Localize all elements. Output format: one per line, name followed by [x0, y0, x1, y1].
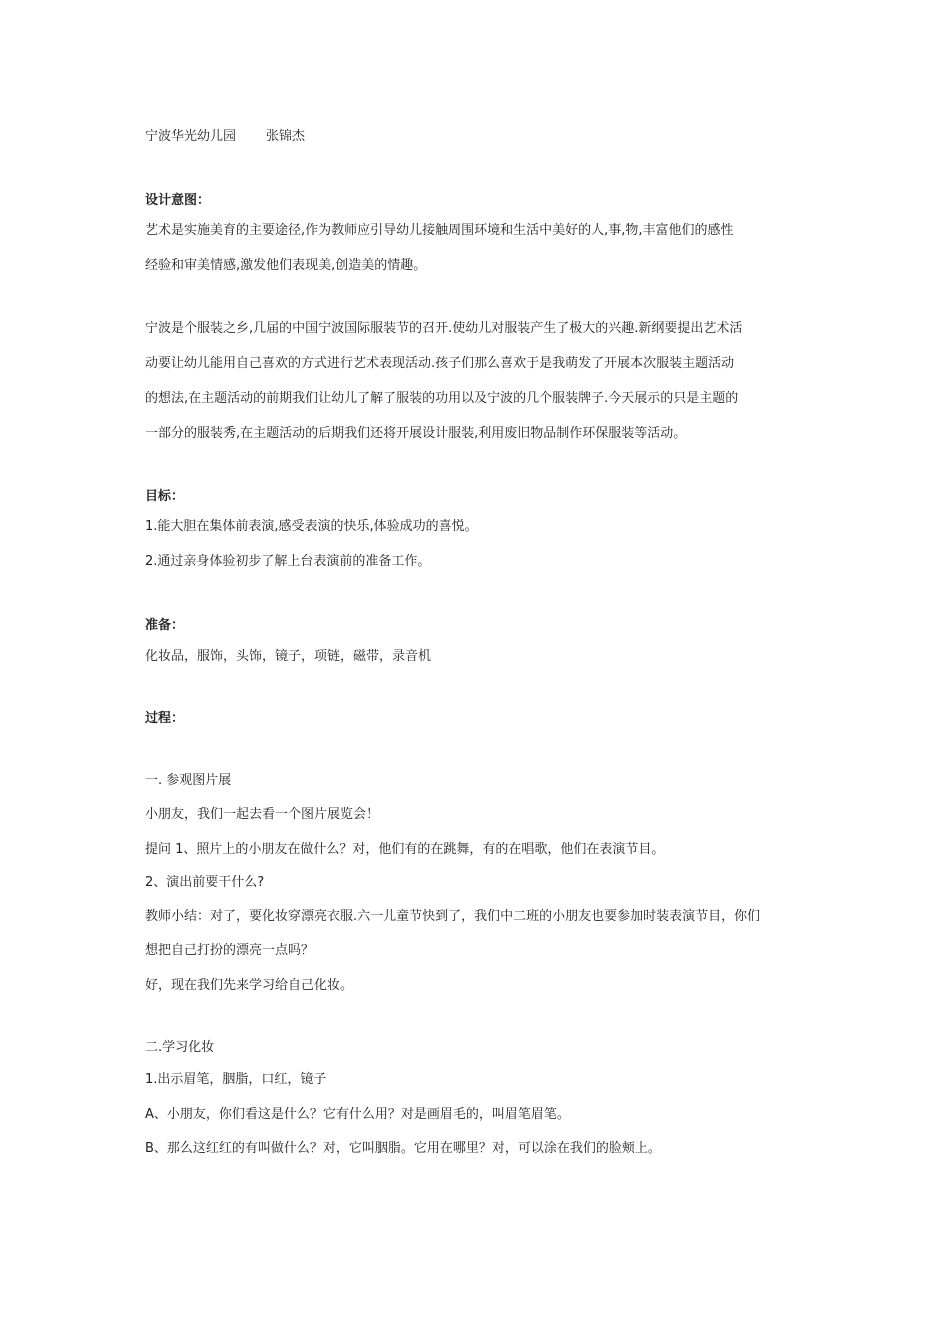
process-heading: 过程：: [145, 711, 185, 726]
section-1-line-1: 小朋友，我们一起去看一个图片展览会！: [145, 807, 380, 822]
header-line: [145, 128, 305, 146]
design-intent-heading: 设计意图：: [145, 193, 211, 208]
preparation-items: 化妆品，服饰，头饰，镜子，项链，磁带，录音机: [145, 649, 432, 664]
school-name: 宁波华光幼儿园: [145, 129, 237, 144]
goals-heading: 目标：: [145, 489, 185, 504]
section-1-line-5: 想把自己打扮的漂亮一点吗？: [145, 943, 315, 958]
design-intent-paragraph-1-line-1: 艺术是实施美育的主要途径,作为教师应引导幼儿接触周围环境和生活中美好的人,事,物,丰富他们的感性: [145, 223, 734, 238]
design-intent-paragraph-2-line-1: 宁波是个服装之乡,几届的中国宁波国际服装节的召开.使幼儿对服装产生了极大的兴趣.新纲要提出艺术活: [145, 321, 743, 336]
section-1-line-2: 提问 1、照片上的小朋友在做什么？对，他们有的在跳舞，有的在唱歌，他们在表演节目。: [145, 842, 665, 857]
section-1-line-6: 好，现在我们先来学习给自己化妆。: [145, 978, 354, 993]
author-name: 张锦杰: [266, 129, 306, 144]
section-1-title: 一. 参观图片展: [145, 773, 232, 788]
section-2-line-2: A、小朋友，你们看这是什么？它有什么用？对是画眉毛的，叫眉笔眉笔。: [145, 1107, 570, 1122]
design-intent-paragraph-2-line-2: 动要让幼儿能用自己喜欢的方式进行艺术表现活动.孩子们那么喜欢于是我萌发了开展本次服装主题活动: [145, 356, 735, 371]
section-1-line-3: 2、演出前要干什么?: [145, 875, 265, 890]
preparation-heading: 准备：: [145, 618, 185, 633]
design-intent-paragraph-1-line-2: 经验和审美情感,激发他们表现美,创造美的情趣。: [145, 258, 427, 273]
section-1-line-4: 教师小结：对了，要化妆穿漂亮衣服.六一儿童节快到了，我们中二班的小朋友也要参加时装表演节目，你们: [145, 909, 761, 924]
goal-item-1: 1.能大胆在集体前表演,感受表演的快乐,体验成功的喜悦。: [145, 519, 478, 534]
section-2-line-3: B、那么这红红的有叫做什么？对，它叫胭脂。它用在哪里？对，可以涂在我们的脸颊上。: [145, 1141, 661, 1156]
section-2-title: 二.学习化妆: [145, 1040, 215, 1055]
goal-item-2: 2.通过亲身体验初步了解上台表演前的准备工作。: [145, 554, 431, 569]
design-intent-paragraph-2-line-3: 的想法,在主题活动的前期我们让幼儿了解了服装的功用以及宁波的几个服装牌子.今天展示的只是主题的: [145, 391, 739, 406]
design-intent-paragraph-2-line-4: 一部分的服装秀,在主题活动的后期我们还将开展设计服装,利用废旧物品制作环保服装等活动。: [145, 426, 687, 441]
section-2-line-1: 1.出示眉笔，胭脂，口红，镜子: [145, 1072, 327, 1087]
